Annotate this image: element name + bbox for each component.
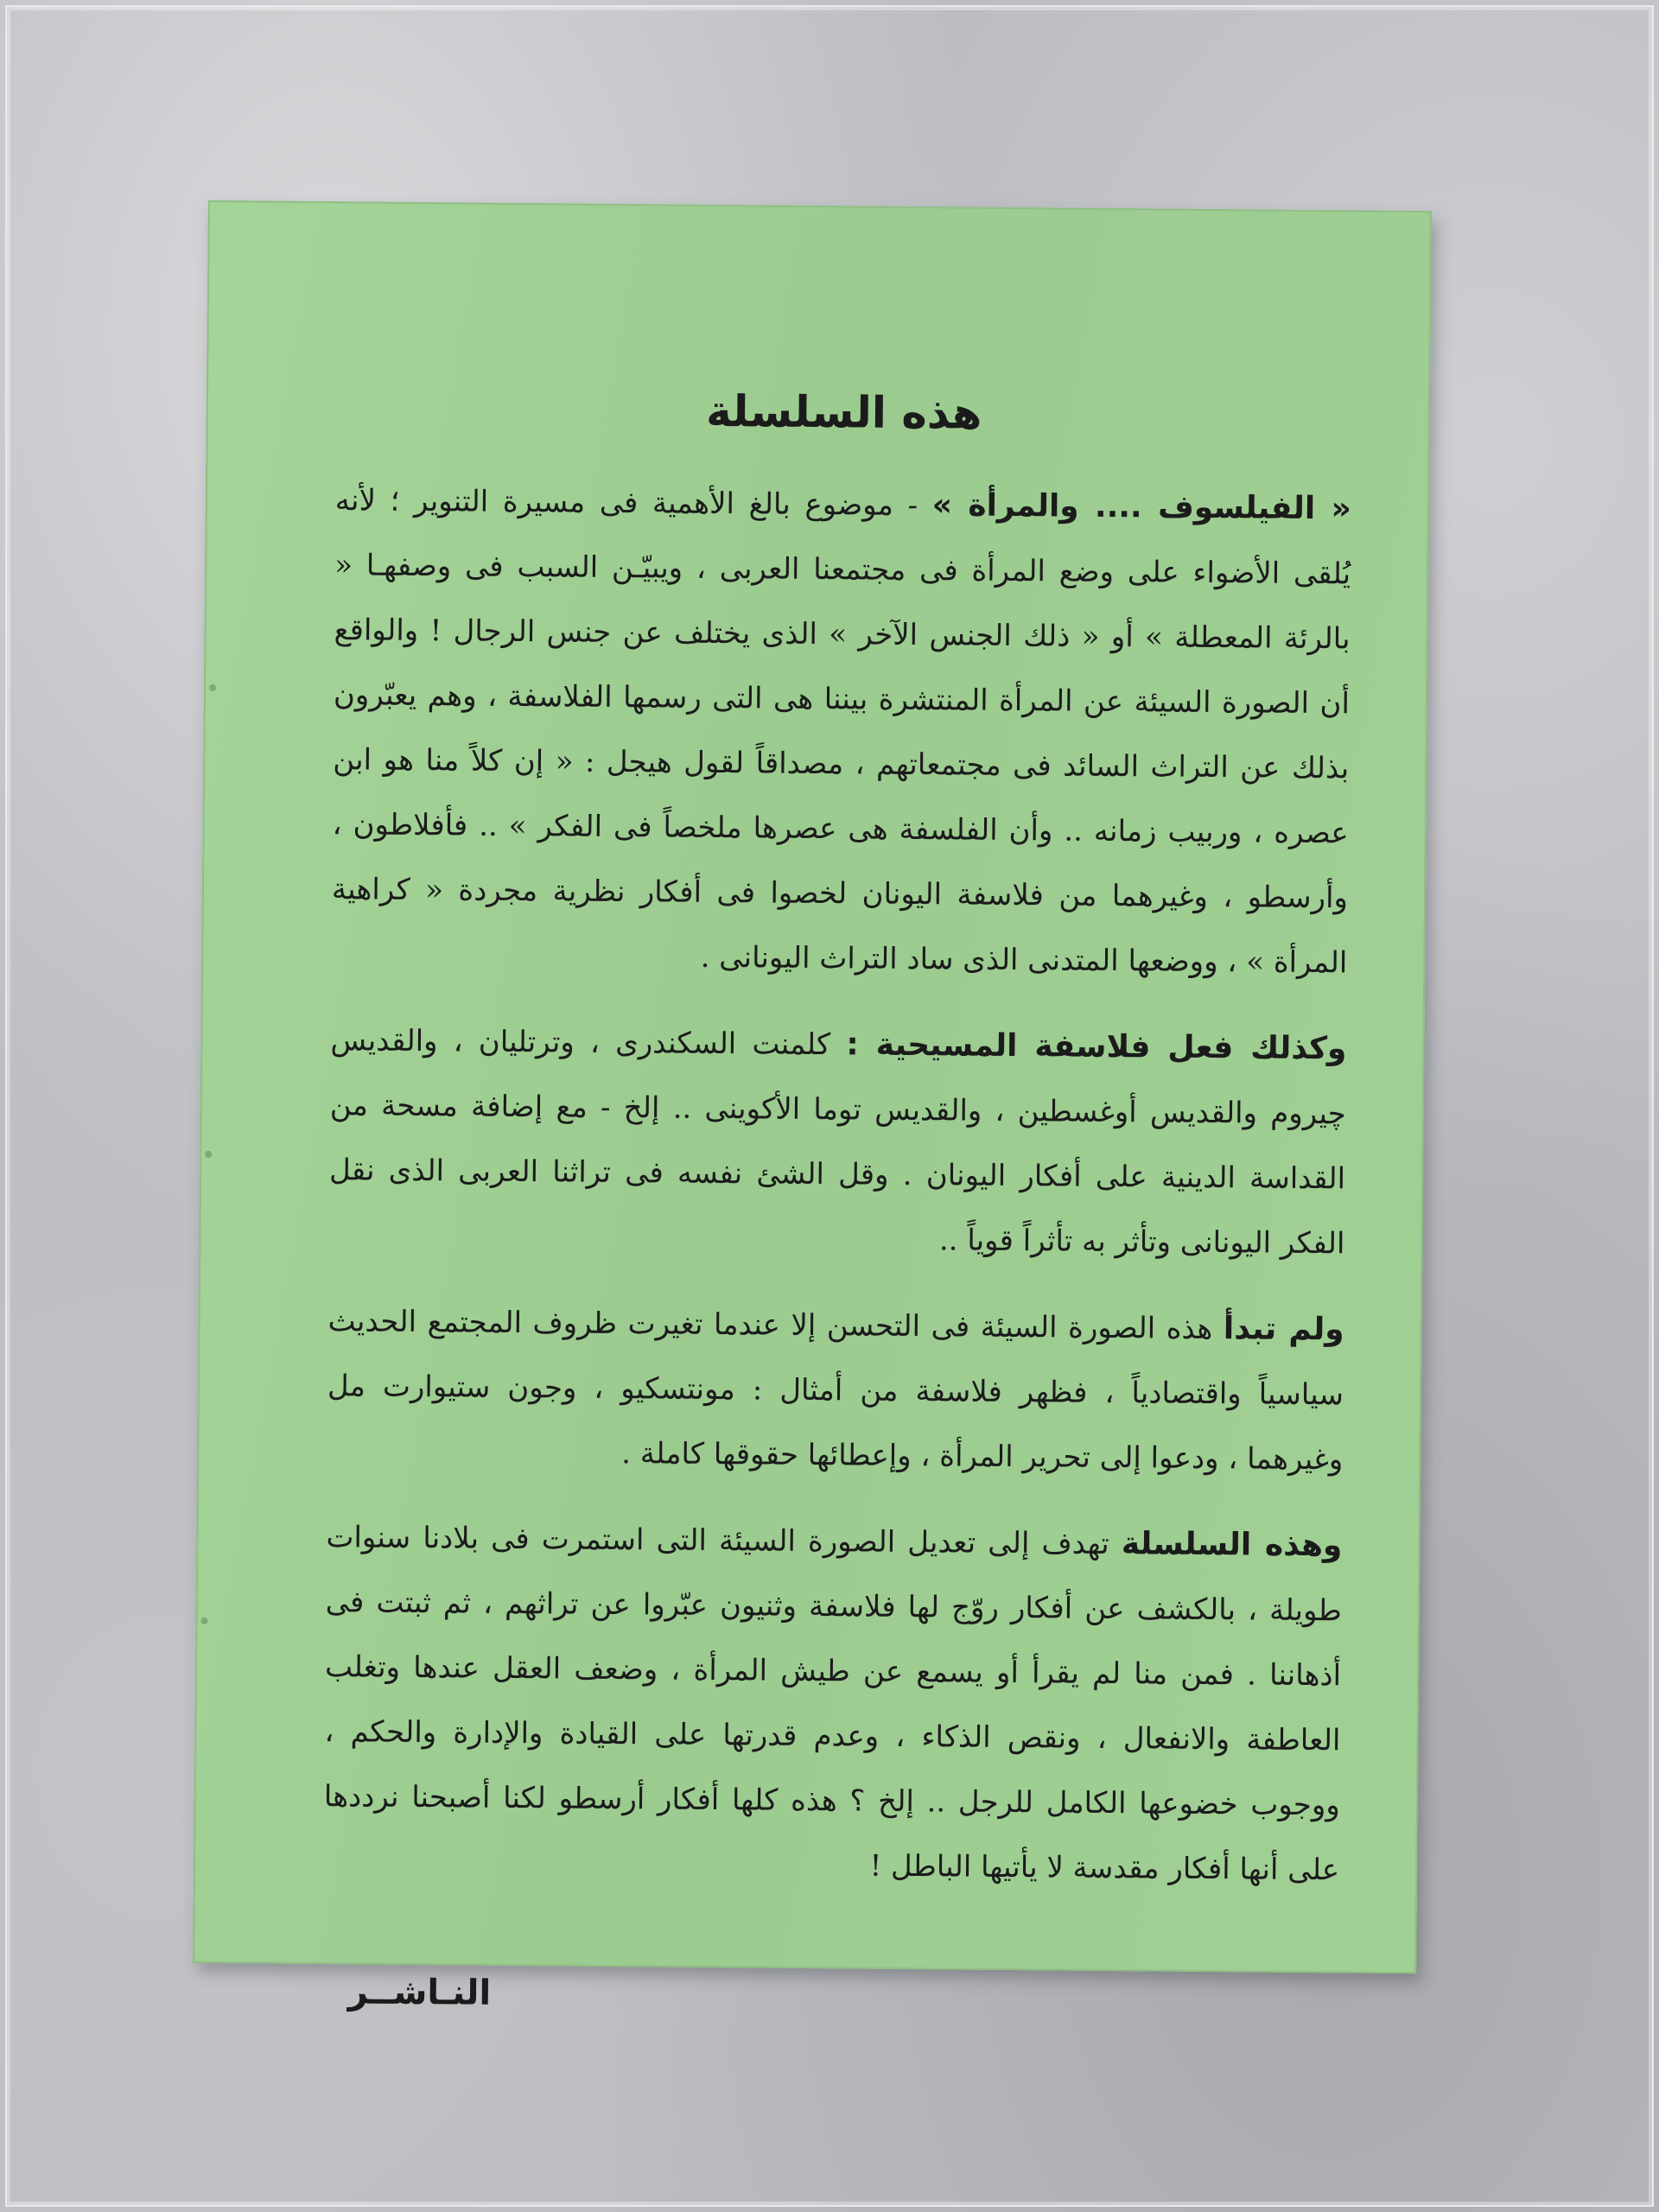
paragraph-lead: ولم تبدأ	[1223, 1311, 1344, 1348]
paragraph-text: كلمنت السكندرى ، وترتليان ، والقديس چيروم والقديس أوغسطين ، والقديس توما الأكوينى .. إلخ - مع إضافة مسحة من القداسة الدينية على أفكار اليونان . وقل الشئ نفسه فى تراثنا العربى الذى نقل الفكر اليونانى وتأثر به تأثراً قوياً ..	[328, 1023, 1346, 1262]
paragraph-4	[323, 1504, 1343, 1903]
binding-mark	[201, 1618, 208, 1624]
paragraph-lead: وكذلك فعل فلاسفة المسيحية :	[846, 1027, 1347, 1067]
paragraph-1	[331, 467, 1351, 995]
cover-heading: هذه السلسلة	[705, 385, 982, 439]
paragraph-3	[327, 1288, 1344, 1492]
paragraph-text: هذه الصورة السيئة فى التحسن إلا عندما تغيرت ظروف المجتمع الحديث سياسياً واقتصادياً ، فظهر فلاسفة من أمثال : مونتسكيو ، وجون ستيوارت مل وغيرهما ، ودعوا إلى تحرير المرأة ، وإعطائها حقوقها كاملة .	[327, 1304, 1344, 1478]
paragraph-lead: « الفيلسوف .... والمرأة »	[931, 487, 1352, 527]
binding-mark	[205, 1151, 212, 1158]
binding-mark	[209, 684, 216, 691]
publisher-signature: النـاشــر	[347, 1972, 492, 2013]
paragraph-text: - موضوع بالغ الأهمية فى مسيرة التنوير ؛ لأنه يُلقى الأضواء على وضع المرأة فى مجتمعنا العربى ، ويبيّـن السبب فى وصفهـا « بالرئة المعطلة » أو « ذلك الجنس الآخر » الذى يختلف عن جنس الرجال ! والواقع أن الصورة السيئة عن المرأة المنتشرة بيننا هى التى رسمها الفلاسفة ، وهم يعبّرون بذلك عن التراث السائد فى مجتمعاتهم ، مصداقاً لقول هيجل : « إن كلاً منا هو ابن عصره ، وربيب زمانه .. وأن الفلسفة هى عصرها ملخصاً فى الفكر » .. فأفلاطون ، وأرسطو ، وغيرهما من فلاسفة اليونان لخصوا فى أفكار نظرية مجردة « كراهية المرأة » ، ووضعها المتدنى الذى ساد التراث اليونانى .	[331, 483, 1351, 981]
paragraph-text: تهدف إلى تعديل الصورة السيئة التى استمرت فى بلادنا سنوات طويلة ، بالكشف عن أفكار روّج لها فلاسفة وثنيون عبّروا عن تراثهم ، ثم ثبتت فى أذهاننا . فمن منا لم يقرأ أو يسمع عن طيش المرأة ، وضعف العقل عندها وتغلب العاطفة والانفعال ، ونقص الذكاء ، وعدم قدرتها على القيادة والإدارة والحكم ، ووجوب خضوعها الكامل للرجل .. إلخ ؟ هذه كلها أفكار أرسطو لكنا أصبحنا نرددها على أنها أفكار مقدسة لا يأتيها الباطل !	[323, 1520, 1342, 1888]
paragraph-2	[328, 1007, 1347, 1276]
paragraph-lead: وهذه السلسلة	[1121, 1526, 1343, 1564]
book-back-cover	[193, 200, 1432, 2013]
